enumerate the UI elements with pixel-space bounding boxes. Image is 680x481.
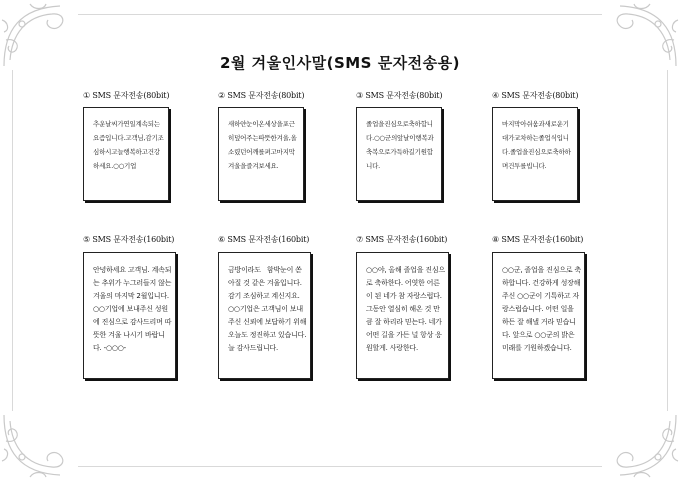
card-label: ③ SMS 문자전송(80bit)	[356, 91, 443, 100]
message-text: 마지막아쉬움과새로운기대가교차하는졸업식입니다.졸업을진심으로축하하며건투를빕니다.	[502, 120, 571, 170]
frame-border-bottom	[78, 466, 602, 467]
message-box	[218, 107, 304, 201]
corner-ornament-icon	[0, 411, 78, 481]
message-box	[83, 107, 169, 201]
card-label: ⑦ SMS 문자전송(160bit)	[356, 235, 448, 244]
message-text: 금방이라도 함박눈이 쏟아질 것 같은 겨울입니다. 감기 조심하고 계신지요. ○○기업은 고객님이 보내주신 신뢰에 보답하기 위해 오늘도 정진하고 있습니다. 늘 감사드립니다.	[228, 266, 309, 352]
page-title: 2월 겨울인사말(SMS 문자전송용)	[219, 54, 461, 72]
message-box	[218, 252, 311, 379]
card-label: ⑥ SMS 문자전송(160bit)	[218, 235, 310, 244]
message-text: 추운날씨가연일계속되는요즘입니다.고객님,감기조심하시고늘행복하고건강하세요.○○기업	[93, 120, 164, 170]
frame-border-top	[78, 14, 602, 15]
message-text: ○○야, 올해 졸업을 진심으로 축하한다. 어엿한 어른이 된 네가 참 자랑스럽다. 그동안 열심히 해온 것 만큼 잘 하리라 믿는다. 네가 어떤 길을 가든 널 항상 응원할게. 사랑한다.	[366, 266, 445, 352]
message-text: 안녕하세요 고객님. 계속되는 추위가 누그러들지 않는 겨울의 마지막 2월입니다. ○○기업에 보내주신 성원에 진심으로 감사드리며 따뜻한 겨울 나시기 바랍니다. -○○○-	[93, 266, 174, 352]
card-label: ① SMS 문자전송(80bit)	[83, 91, 170, 100]
message-text: 새하얀눈이온세상을포근히덮어주는따뜻한겨울,올소렸던어깨를펴고마지막겨울을즐겨보세요.	[228, 120, 297, 170]
message-box	[356, 252, 449, 379]
card-label: ② SMS 문자전송(80bit)	[218, 91, 305, 100]
corner-ornament-icon	[602, 411, 680, 481]
frame-border-left	[12, 70, 13, 411]
message-box	[492, 252, 585, 379]
message-box	[356, 107, 442, 201]
message-text: 졸업을진심으로축하합니다.○○군의앞날이행복과축복으로가득하길기원합니다.	[366, 120, 434, 170]
message-box	[83, 252, 176, 379]
card-label: ④ SMS 문자전송(80bit)	[492, 91, 579, 100]
message-text: ○○군, 졸업을 진심으로 축하합니다. 건강하게 성장해주신 ○○군이 기특하고 자랑스럽습니다. 어떤 일을 하든 잘 해낼 거라 믿습니다. 앞으로 ○○군의 밝은 미래를 기원하겠습니다.	[502, 266, 581, 352]
message-box	[492, 107, 578, 201]
card-label: ⑤ SMS 문자전송(160bit)	[83, 235, 175, 244]
frame-border-right	[667, 70, 668, 411]
card-label: ⑧ SMS 문자전송(160bit)	[492, 235, 584, 244]
